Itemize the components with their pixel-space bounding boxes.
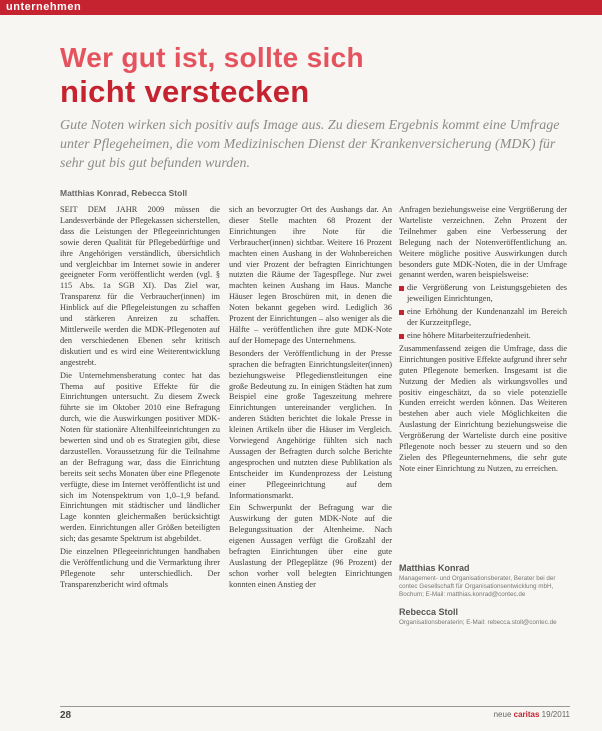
section-label: unternehmen: [6, 1, 82, 13]
author-box: [399, 563, 569, 635]
footer-brand: caritas: [513, 710, 540, 719]
footer-publication: [494, 710, 570, 719]
paragraph: Die Unternehmensberatung contec hat das Thema auf positive Effekte für die Einrichtungen untersucht. Zu diesem Zweck führte sie im Oktober 2010 eine Befragung durch, wie die Auswirkungen positiver MDK-Noten für stationäre Altenhilfeeinrichtungen zu bewerten sind und ob es Strategien gibt, diese darzustellen. Voraussetzung für die Teilnahme an der Befragung war, dass die Einrichtung bereits seit sechs Monaten über eine Pflegenote verfügte, diese im Internet veröffentlicht ist und sich im Notenspektrum von 1,0–1,9 befand. Einrichtungen mit städtischer und ländlicher Lage konnten gleichermaßen berücksichtigt werden. Einrichtungen aller Größen beteiligten sich; das gesamte Spektrum ist abgebildet.: [60, 370, 220, 544]
article-column-2: [229, 205, 392, 593]
paragraph: Ein Schwerpunkt der Befragung war die Auswirkung der guten MDK-Note auf die Belegungssituation der Altenheime. Nach eigenen Aussagen verfügt die Großzahl der befragten Einrichtungen über eine gute Auslastung der Pflegeplätze (96 Prozent) der schon vorher voll belegten Einrichtungen konnten einen Anstieg der: [229, 503, 392, 589]
page-number: 28: [60, 710, 72, 721]
paragraph: SEIT DEM JAHR 2009 müssen die Landesverbände der Pflegekassen sicherstellen, dass die Leistungen der Pflegeeinrichtungen sowie deren Qualität für Pflegebedürftige und ihre Angehörigen verständlich, übersichtlich und vergleichbar im Internet sowie in anderer geeigneter Form veröffentlicht werden (vgl. § 115 Abs. 1a SGB XI). Das Ziel war, Transparenz für die Verbraucher(innen) im Hinblick auf die Pflegeleistungen zu schaffen und stärkeren Anreizen zu schaffen. Mittlerweile werden die MDK-Pflegenoten auf den verschiedenen Ebenen sehr kritisch diskutiert und es wird eine Weiterentwicklung angestrebt.: [60, 205, 220, 367]
author-name: Matthias Konrad: [399, 563, 470, 573]
paragraph: Zusammenfassend zeigen die Umfrage, dass die Einrichtungen positive Effekte aufgrund ihrer sehr guten Pflegenote bemerken. Insgesamt ist die Nutzung der Medien als wirkungsvolles und positiv eingeschätzt, da so viele potenzielle Kunden erreicht werden können. Das Weiteren bestehen aber auch viele Möglichkeiten die Auslastung der Einrichtung beziehungsweise die Vergrößerung der Warteliste durch eine positive Pflegenote noch besser zu steuern und so den Zielen des Pflegeunternehmens, die sehr gute Note einer Einrichtung zu Nutzen, zu erreichen.: [399, 343, 567, 473]
bullet-item: eine höhere Mitarbeiterzufriedenheit.: [399, 331, 567, 342]
lead-paragraph: Gute Noten wirken sich positiv aufs Image aus. Zu diesem Ergebnis kommt eine Umfrage unter Pflegeheimen, die vom Medizinischen Dienst der Krankenversicherung (MDK) für sehr gut bis gut befunden wurden.: [60, 118, 560, 171]
section-bar: [0, 0, 602, 15]
bullet-item: die Vergrößerung von Leistungsgebieten des jeweiligen Einrichtungen,: [399, 283, 567, 305]
footer-issue: 19/2011: [541, 710, 570, 719]
article-column-1: [60, 205, 220, 593]
author-name: Rebecca Stoll: [399, 607, 459, 617]
headline-line1: Wer gut ist, sollte sich: [60, 42, 364, 73]
author-role: Organisationsberaterin; E-Mail: rebecca.stoll@contec.de: [399, 619, 557, 626]
footer-prefix: neue: [493, 710, 512, 719]
paragraph: Die einzelnen Pflegeeinrichtungen handhaben die Veröffentlichung und die Vermarktung ihrer Pflegenote sehr unterschiedlich. Der Transparenzbericht wird oftmals: [60, 547, 220, 589]
article-column-3: [399, 205, 567, 477]
author-role: Management- und Organisationsberater, Berater bei der contec Gesellschaft für Organisationsentwicklung mbH, Bochum; E-Mail: matthias.konrad@contec.de: [399, 575, 556, 598]
paragraph: Besonders der Veröffentlichung in der Presse sprachen die befragten Einrichtungsleiter(innen) beziehungsweise Pflegedienstleitungen eine große Bedeutung zu. In einigen Städten hat zum Beispiel eine große Tageszeitung mehrere Einrichtungen untereinander verglichen. In anderen Städten berichtet die lokale Presse in kleinen Artikeln über die Häuser im Vergleich. Vorwiegend Angehörige fühlten sich nach Aussagen der Befragten durch solche Berichte angesprochen und nutzten diese Publikation als Entscheider im Kundenprozess der Leistung einer Pflegeeinrichtung auf dem Informationsmarkt.: [229, 348, 392, 500]
headline-line2: nicht verstecken: [60, 74, 310, 109]
footer-rule: [60, 706, 570, 707]
byline: Matthias Konrad, Rebecca Stoll: [60, 188, 188, 198]
paragraph: Anfragen beziehungsweise eine Vergrößerung der Warteliste verzeichnen. Zehn Prozent der Teilnehmer gaben eine Verbesserung der Belegung nach der Notenveröffentlichung an. Weitere mögliche positive Auswirkungen durch besonders gute MDK-Noten, die in der Umfrage genannt werden, waren beispielsweise:: [399, 205, 567, 280]
paragraph: sich an bevorzugter Ort des Aushangs dar. An dieser Stelle machten 68 Prozent der Einrichtungen ihre Note für die Verbraucher(innen) sichtbar. Weitere 16 Prozent machten einen Aushang in der Wohnbereichen und vier Prozent der befragten Einrichtungen nutzten die Räume der Tagespflege. Nur zwei machten keinen Aushang im Haus. Manche Häuser legen Broschüren mit, in denen die Noten bekannt gegeben wird. Lediglich 36 Prozent der Einrichtungen – also weniger als die Hälfte – veröffentlichen ihre gute MDK-Note auf der Homepage des Unternehmens.: [229, 205, 392, 345]
bullet-item: eine Erhöhung der Kundenanzahl im Bereich der Kurzzeitpflege,: [399, 307, 567, 329]
